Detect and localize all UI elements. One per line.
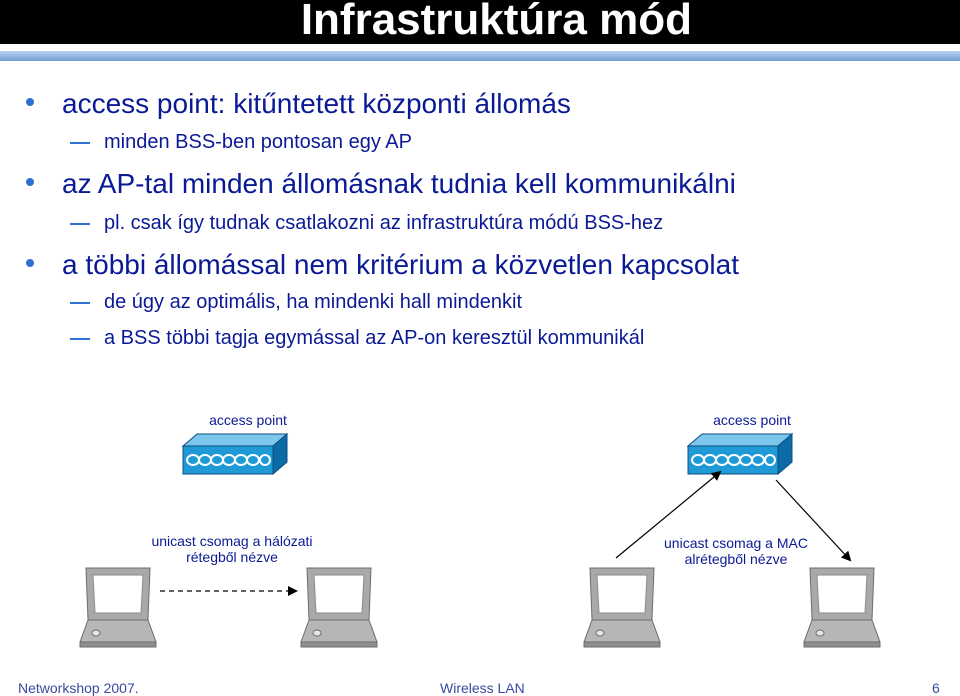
- caption-right: [636, 535, 836, 567]
- slide-title: Infrastruktúra mód: [300, 0, 692, 44]
- caption-left-line-1: unicast csomag a hálózati: [151, 533, 313, 549]
- footer-left: Networkshop 2007.: [18, 680, 139, 696]
- ap-label-left: access point: [209, 412, 287, 428]
- caption-left-line-2: rétegből nézve: [186, 549, 278, 565]
- ap-label-right: access point: [713, 412, 791, 428]
- sub-bullet-text: de úgy az optimális, ha mindenki hall mindenkit: [104, 291, 522, 313]
- sub-bullet-text: pl. csak így tudnak csatlakozni az infrastruktúra módú BSS-hez: [104, 212, 664, 234]
- laptop-left-1-icon: [80, 568, 156, 647]
- laptop-left-2-icon: [301, 568, 377, 647]
- caption-left: [132, 533, 332, 565]
- bullet-3-text: a többi állomással nem kritérium a közvetlen kapcsolat: [62, 249, 739, 280]
- footer-center: Wireless LAN: [440, 680, 525, 696]
- caption-right-line-2: alrétegből nézve: [684, 551, 788, 567]
- bullet-2-text: az AP-tal minden állomásnak tudnia kell kommunikálni: [62, 168, 736, 199]
- laptop-right-1-icon: [584, 568, 660, 647]
- sub-bullet-text: a BSS többi tagja egymással az AP-on keresztül kommunikál: [104, 327, 645, 349]
- sub-bullet-text: minden BSS-ben pontosan egy AP: [104, 131, 412, 153]
- access-point-left-icon: [183, 434, 287, 474]
- page-number: 6: [932, 680, 940, 696]
- laptop-right-2-icon: [804, 568, 880, 647]
- bullet-1-text: access point: kitűntetett központi állomás: [62, 88, 571, 119]
- access-point-right-icon: [688, 434, 792, 474]
- caption-right-line-1: unicast csomag a MAC: [664, 535, 808, 551]
